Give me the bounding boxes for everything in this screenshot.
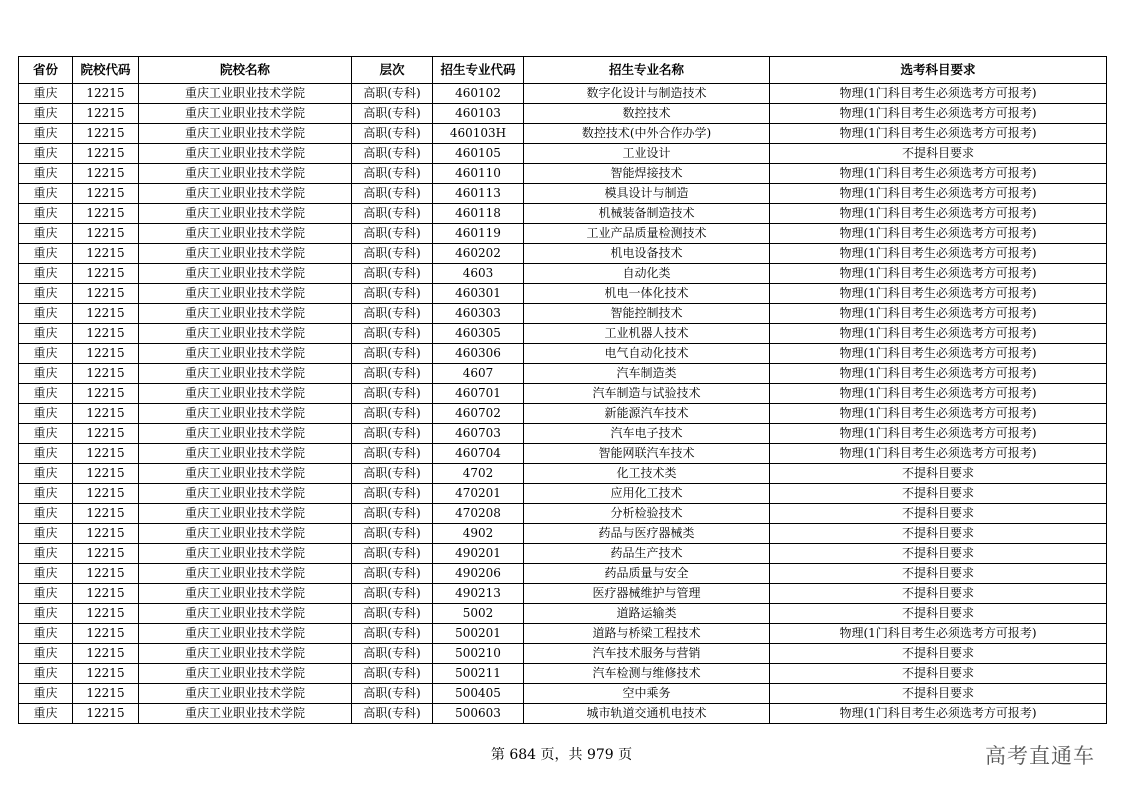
cell-subject-requirement: 不提科目要求 xyxy=(770,544,1107,564)
cell-school-name: 重庆工业职业技术学院 xyxy=(139,604,352,624)
cell-school-name: 重庆工业职业技术学院 xyxy=(139,84,352,104)
cell-school-name: 重庆工业职业技术学院 xyxy=(139,284,352,304)
cell-major-name: 新能源汽车技术 xyxy=(524,404,770,424)
cell-level: 高职(专科) xyxy=(352,424,433,444)
cell-subject-requirement: 物理(1门科目考生必须选考方可报考) xyxy=(770,364,1107,384)
cell-school-name: 重庆工业职业技术学院 xyxy=(139,644,352,664)
cell-school-name: 重庆工业职业技术学院 xyxy=(139,124,352,144)
cell-major-name: 工业机器人技术 xyxy=(524,324,770,344)
table-row xyxy=(19,484,1107,504)
cell-subject-requirement: 物理(1门科目考生必须选考方可报考) xyxy=(770,304,1107,324)
cell-province: 重庆 xyxy=(19,184,73,204)
cell-province: 重庆 xyxy=(19,424,73,444)
cell-major-name: 药品质量与安全 xyxy=(524,564,770,584)
cell-major-code: 500603 xyxy=(433,704,524,724)
table-row xyxy=(19,304,1107,324)
cell-major-name: 道路运输类 xyxy=(524,604,770,624)
cell-level: 高职(专科) xyxy=(352,304,433,324)
cell-subject-requirement: 物理(1门科目考生必须选考方可报考) xyxy=(770,244,1107,264)
cell-school-code: 12215 xyxy=(73,124,139,144)
cell-major-code: 460301 xyxy=(433,284,524,304)
cell-major-code: 490213 xyxy=(433,584,524,604)
cell-school-code: 12215 xyxy=(73,644,139,664)
table-row xyxy=(19,344,1107,364)
cell-school-code: 12215 xyxy=(73,244,139,264)
cell-school-code: 12215 xyxy=(73,424,139,444)
cell-province: 重庆 xyxy=(19,144,73,164)
cell-province: 重庆 xyxy=(19,244,73,264)
cell-level: 高职(专科) xyxy=(352,144,433,164)
cell-school-name: 重庆工业职业技术学院 xyxy=(139,504,352,524)
cell-province: 重庆 xyxy=(19,84,73,104)
cell-major-name: 智能控制技术 xyxy=(524,304,770,324)
cell-province: 重庆 xyxy=(19,404,73,424)
cell-province: 重庆 xyxy=(19,464,73,484)
cell-level: 高职(专科) xyxy=(352,444,433,464)
cell-major-name: 药品生产技术 xyxy=(524,544,770,564)
cell-major-code: 500210 xyxy=(433,644,524,664)
cell-province: 重庆 xyxy=(19,524,73,544)
cell-school-code: 12215 xyxy=(73,404,139,424)
header-school-name: 院校名称 xyxy=(139,57,352,84)
table-row xyxy=(19,284,1107,304)
cell-level: 高职(专科) xyxy=(352,224,433,244)
table-row xyxy=(19,444,1107,464)
cell-school-code: 12215 xyxy=(73,384,139,404)
cell-major-code: 460113 xyxy=(433,184,524,204)
cell-province: 重庆 xyxy=(19,284,73,304)
cell-major-code: 500405 xyxy=(433,684,524,704)
table-row xyxy=(19,584,1107,604)
cell-subject-requirement: 物理(1门科目考生必须选考方可报考) xyxy=(770,264,1107,284)
cell-school-code: 12215 xyxy=(73,364,139,384)
cell-subject-requirement: 物理(1门科目考生必须选考方可报考) xyxy=(770,204,1107,224)
cell-subject-requirement: 物理(1门科目考生必须选考方可报考) xyxy=(770,704,1107,724)
cell-school-name: 重庆工业职业技术学院 xyxy=(139,384,352,404)
table-row xyxy=(19,504,1107,524)
cell-subject-requirement: 不提科目要求 xyxy=(770,464,1107,484)
cell-subject-requirement: 物理(1门科目考生必须选考方可报考) xyxy=(770,284,1107,304)
cell-province: 重庆 xyxy=(19,124,73,144)
table-row xyxy=(19,564,1107,584)
cell-level: 高职(专科) xyxy=(352,464,433,484)
cell-major-code: 460303 xyxy=(433,304,524,324)
cell-major-code: 460305 xyxy=(433,324,524,344)
header-major-code: 招生专业代码 xyxy=(433,57,524,84)
cell-level: 高职(专科) xyxy=(352,404,433,424)
cell-level: 高职(专科) xyxy=(352,684,433,704)
cell-province: 重庆 xyxy=(19,504,73,524)
cell-major-name: 道路与桥梁工程技术 xyxy=(524,624,770,644)
cell-subject-requirement: 物理(1门科目考生必须选考方可报考) xyxy=(770,164,1107,184)
cell-subject-requirement: 物理(1门科目考生必须选考方可报考) xyxy=(770,344,1107,364)
cell-province: 重庆 xyxy=(19,584,73,604)
table-row xyxy=(19,384,1107,404)
cell-province: 重庆 xyxy=(19,104,73,124)
cell-major-name: 汽车制造类 xyxy=(524,364,770,384)
cell-level: 高职(专科) xyxy=(352,264,433,284)
cell-level: 高职(专科) xyxy=(352,624,433,644)
page-number: 第 684 页，共 979 页 xyxy=(490,747,633,763)
cell-level: 高职(专科) xyxy=(352,664,433,684)
header-major-name: 招生专业名称 xyxy=(524,57,770,84)
cell-level: 高职(专科) xyxy=(352,324,433,344)
cell-major-code: 460703 xyxy=(433,424,524,444)
cell-subject-requirement: 不提科目要求 xyxy=(770,604,1107,624)
cell-level: 高职(专科) xyxy=(352,544,433,564)
cell-school-name: 重庆工业职业技术学院 xyxy=(139,104,352,124)
header-level: 层次 xyxy=(352,57,433,84)
cell-school-name: 重庆工业职业技术学院 xyxy=(139,424,352,444)
cell-major-name: 药品与医疗器械类 xyxy=(524,524,770,544)
cell-province: 重庆 xyxy=(19,164,73,184)
cell-level: 高职(专科) xyxy=(352,364,433,384)
cell-school-code: 12215 xyxy=(73,584,139,604)
cell-school-code: 12215 xyxy=(73,704,139,724)
header-province: 省份 xyxy=(19,57,73,84)
cell-school-name: 重庆工业职业技术学院 xyxy=(139,584,352,604)
cell-level: 高职(专科) xyxy=(352,104,433,124)
table-row xyxy=(19,164,1107,184)
table-row xyxy=(19,144,1107,164)
cell-major-code: 460702 xyxy=(433,404,524,424)
cell-level: 高职(专科) xyxy=(352,384,433,404)
cell-level: 高职(专科) xyxy=(352,344,433,364)
header-subject-requirement: 选考科目要求 xyxy=(770,57,1107,84)
cell-level: 高职(专科) xyxy=(352,124,433,144)
cell-subject-requirement: 物理(1门科目考生必须选考方可报考) xyxy=(770,184,1107,204)
cell-major-code: 4702 xyxy=(433,464,524,484)
cell-level: 高职(专科) xyxy=(352,524,433,544)
cell-subject-requirement: 物理(1门科目考生必须选考方可报考) xyxy=(770,384,1107,404)
cell-province: 重庆 xyxy=(19,564,73,584)
cell-major-name: 机电设备技术 xyxy=(524,244,770,264)
table-row xyxy=(19,204,1107,224)
cell-major-code: 470201 xyxy=(433,484,524,504)
cell-major-code: 4902 xyxy=(433,524,524,544)
cell-province: 重庆 xyxy=(19,304,73,324)
cell-subject-requirement: 不提科目要求 xyxy=(770,644,1107,664)
cell-major-code: 460105 xyxy=(433,144,524,164)
cell-subject-requirement: 物理(1门科目考生必须选考方可报考) xyxy=(770,324,1107,344)
cell-major-name: 汽车制造与试验技术 xyxy=(524,384,770,404)
cell-school-name: 重庆工业职业技术学院 xyxy=(139,304,352,324)
cell-subject-requirement: 物理(1门科目考生必须选考方可报考) xyxy=(770,124,1107,144)
cell-major-name: 工业产品质量检测技术 xyxy=(524,224,770,244)
cell-school-code: 12215 xyxy=(73,304,139,324)
cell-subject-requirement: 物理(1门科目考生必须选考方可报考) xyxy=(770,444,1107,464)
cell-major-name: 汽车技术服务与营销 xyxy=(524,644,770,664)
cell-subject-requirement: 物理(1门科目考生必须选考方可报考) xyxy=(770,104,1107,124)
cell-school-name: 重庆工业职业技术学院 xyxy=(139,484,352,504)
cell-major-code: 4607 xyxy=(433,364,524,384)
header-school-code: 院校代码 xyxy=(73,57,139,84)
cell-level: 高职(专科) xyxy=(352,604,433,624)
cell-major-code: 5002 xyxy=(433,604,524,624)
cell-major-code: 490201 xyxy=(433,544,524,564)
cell-level: 高职(专科) xyxy=(352,204,433,224)
cell-province: 重庆 xyxy=(19,344,73,364)
cell-major-code: 460110 xyxy=(433,164,524,184)
cell-level: 高职(专科) xyxy=(352,504,433,524)
table-row xyxy=(19,604,1107,624)
header-row xyxy=(19,57,1107,84)
cell-major-code: 460701 xyxy=(433,384,524,404)
cell-school-code: 12215 xyxy=(73,544,139,564)
cell-major-name: 应用化工技术 xyxy=(524,484,770,504)
cell-school-name: 重庆工业职业技术学院 xyxy=(139,404,352,424)
cell-major-code: 500201 xyxy=(433,624,524,644)
admission-table xyxy=(18,56,1107,724)
cell-school-code: 12215 xyxy=(73,604,139,624)
cell-school-code: 12215 xyxy=(73,224,139,244)
cell-major-name: 模具设计与制造 xyxy=(524,184,770,204)
cell-school-name: 重庆工业职业技术学院 xyxy=(139,244,352,264)
cell-school-name: 重庆工业职业技术学院 xyxy=(139,224,352,244)
table-row xyxy=(19,464,1107,484)
cell-level: 高职(专科) xyxy=(352,164,433,184)
cell-major-code: 460202 xyxy=(433,244,524,264)
cell-school-name: 重庆工业职业技术学院 xyxy=(139,544,352,564)
cell-subject-requirement: 物理(1门科目考生必须选考方可报考) xyxy=(770,624,1107,644)
cell-school-name: 重庆工业职业技术学院 xyxy=(139,164,352,184)
cell-school-name: 重庆工业职业技术学院 xyxy=(139,324,352,344)
cell-major-name: 电气自动化技术 xyxy=(524,344,770,364)
table-row xyxy=(19,664,1107,684)
table-row xyxy=(19,84,1107,104)
table-body xyxy=(19,84,1107,724)
table-row xyxy=(19,184,1107,204)
table-row xyxy=(19,704,1107,724)
cell-major-code: 460103 xyxy=(433,104,524,124)
cell-level: 高职(专科) xyxy=(352,84,433,104)
cell-major-name: 空中乘务 xyxy=(524,684,770,704)
cell-major-code: 470208 xyxy=(433,504,524,524)
cell-major-name: 城市轨道交通机电技术 xyxy=(524,704,770,724)
cell-major-code: 460119 xyxy=(433,224,524,244)
cell-school-name: 重庆工业职业技术学院 xyxy=(139,204,352,224)
cell-province: 重庆 xyxy=(19,204,73,224)
cell-major-code: 460118 xyxy=(433,204,524,224)
cell-province: 重庆 xyxy=(19,644,73,664)
cell-subject-requirement: 不提科目要求 xyxy=(770,584,1107,604)
cell-level: 高职(专科) xyxy=(352,244,433,264)
table-row xyxy=(19,364,1107,384)
table-row xyxy=(19,684,1107,704)
cell-level: 高职(专科) xyxy=(352,284,433,304)
cell-province: 重庆 xyxy=(19,324,73,344)
cell-major-name: 工业设计 xyxy=(524,144,770,164)
cell-school-code: 12215 xyxy=(73,324,139,344)
cell-province: 重庆 xyxy=(19,264,73,284)
cell-school-code: 12215 xyxy=(73,504,139,524)
cell-school-code: 12215 xyxy=(73,624,139,644)
cell-major-name: 汽车检测与维修技术 xyxy=(524,664,770,684)
table-row xyxy=(19,404,1107,424)
cell-province: 重庆 xyxy=(19,604,73,624)
cell-school-name: 重庆工业职业技术学院 xyxy=(139,524,352,544)
cell-major-name: 数控技术(中外合作办学) xyxy=(524,124,770,144)
cell-school-code: 12215 xyxy=(73,84,139,104)
table-row xyxy=(19,244,1107,264)
cell-level: 高职(专科) xyxy=(352,564,433,584)
cell-province: 重庆 xyxy=(19,364,73,384)
cell-school-name: 重庆工业职业技术学院 xyxy=(139,564,352,584)
cell-level: 高职(专科) xyxy=(352,484,433,504)
cell-subject-requirement: 物理(1门科目考生必须选考方可报考) xyxy=(770,224,1107,244)
cell-subject-requirement: 不提科目要求 xyxy=(770,664,1107,684)
cell-major-code: 460306 xyxy=(433,344,524,364)
cell-school-name: 重庆工业职业技术学院 xyxy=(139,464,352,484)
cell-province: 重庆 xyxy=(19,444,73,464)
cell-subject-requirement: 不提科目要求 xyxy=(770,564,1107,584)
cell-school-name: 重庆工业职业技术学院 xyxy=(139,684,352,704)
cell-school-code: 12215 xyxy=(73,524,139,544)
cell-school-name: 重庆工业职业技术学院 xyxy=(139,264,352,284)
cell-level: 高职(专科) xyxy=(352,644,433,664)
cell-school-name: 重庆工业职业技术学院 xyxy=(139,344,352,364)
table-row xyxy=(19,264,1107,284)
cell-province: 重庆 xyxy=(19,704,73,724)
table-row xyxy=(19,324,1107,344)
cell-school-code: 12215 xyxy=(73,204,139,224)
cell-province: 重庆 xyxy=(19,484,73,504)
cell-school-code: 12215 xyxy=(73,444,139,464)
cell-school-code: 12215 xyxy=(73,144,139,164)
cell-major-code: 490206 xyxy=(433,564,524,584)
table-row xyxy=(19,544,1107,564)
cell-subject-requirement: 物理(1门科目考生必须选考方可报考) xyxy=(770,84,1107,104)
cell-subject-requirement: 不提科目要求 xyxy=(770,524,1107,544)
cell-province: 重庆 xyxy=(19,224,73,244)
cell-major-name: 机械装备制造技术 xyxy=(524,204,770,224)
cell-school-name: 重庆工业职业技术学院 xyxy=(139,144,352,164)
cell-major-code: 460102 xyxy=(433,84,524,104)
cell-school-code: 12215 xyxy=(73,564,139,584)
table-row xyxy=(19,624,1107,644)
cell-school-code: 12215 xyxy=(73,264,139,284)
cell-school-code: 12215 xyxy=(73,464,139,484)
cell-major-code: 4603 xyxy=(433,264,524,284)
cell-school-code: 12215 xyxy=(73,104,139,124)
cell-school-name: 重庆工业职业技术学院 xyxy=(139,364,352,384)
cell-province: 重庆 xyxy=(19,384,73,404)
table-row xyxy=(19,424,1107,444)
cell-province: 重庆 xyxy=(19,544,73,564)
cell-level: 高职(专科) xyxy=(352,584,433,604)
cell-school-name: 重庆工业职业技术学院 xyxy=(139,624,352,644)
cell-school-name: 重庆工业职业技术学院 xyxy=(139,184,352,204)
cell-school-name: 重庆工业职业技术学院 xyxy=(139,444,352,464)
cell-major-code: 500211 xyxy=(433,664,524,684)
cell-school-code: 12215 xyxy=(73,684,139,704)
table-row xyxy=(19,104,1107,124)
cell-major-name: 分析检验技术 xyxy=(524,504,770,524)
cell-school-code: 12215 xyxy=(73,284,139,304)
cell-major-code: 460103H xyxy=(433,124,524,144)
cell-subject-requirement: 不提科目要求 xyxy=(770,684,1107,704)
table-row xyxy=(19,524,1107,544)
cell-subject-requirement: 不提科目要求 xyxy=(770,144,1107,164)
cell-major-name: 数字化设计与制造技术 xyxy=(524,84,770,104)
cell-school-name: 重庆工业职业技术学院 xyxy=(139,704,352,724)
cell-school-name: 重庆工业职业技术学院 xyxy=(139,664,352,684)
cell-school-code: 12215 xyxy=(73,184,139,204)
cell-major-code: 460704 xyxy=(433,444,524,464)
cell-major-name: 医疗器械维护与管理 xyxy=(524,584,770,604)
cell-major-name: 机电一体化技术 xyxy=(524,284,770,304)
cell-major-name: 化工技术类 xyxy=(524,464,770,484)
cell-school-code: 12215 xyxy=(73,664,139,684)
cell-subject-requirement: 物理(1门科目考生必须选考方可报考) xyxy=(770,424,1107,444)
cell-major-name: 智能焊接技术 xyxy=(524,164,770,184)
cell-major-name: 汽车电子技术 xyxy=(524,424,770,444)
cell-major-name: 数控技术 xyxy=(524,104,770,124)
cell-subject-requirement: 不提科目要求 xyxy=(770,484,1107,504)
cell-province: 重庆 xyxy=(19,624,73,644)
table-row xyxy=(19,224,1107,244)
cell-major-name: 自动化类 xyxy=(524,264,770,284)
cell-school-code: 12215 xyxy=(73,484,139,504)
cell-subject-requirement: 物理(1门科目考生必须选考方可报考) xyxy=(770,404,1107,424)
cell-province: 重庆 xyxy=(19,664,73,684)
table-row xyxy=(19,124,1107,144)
cell-school-code: 12215 xyxy=(73,344,139,364)
cell-level: 高职(专科) xyxy=(352,704,433,724)
watermark-logo-text: 高考直通车 xyxy=(985,744,1095,768)
cell-level: 高职(专科) xyxy=(352,184,433,204)
cell-province: 重庆 xyxy=(19,684,73,704)
cell-subject-requirement: 不提科目要求 xyxy=(770,504,1107,524)
cell-school-code: 12215 xyxy=(73,164,139,184)
cell-major-name: 智能网联汽车技术 xyxy=(524,444,770,464)
table-row xyxy=(19,644,1107,664)
